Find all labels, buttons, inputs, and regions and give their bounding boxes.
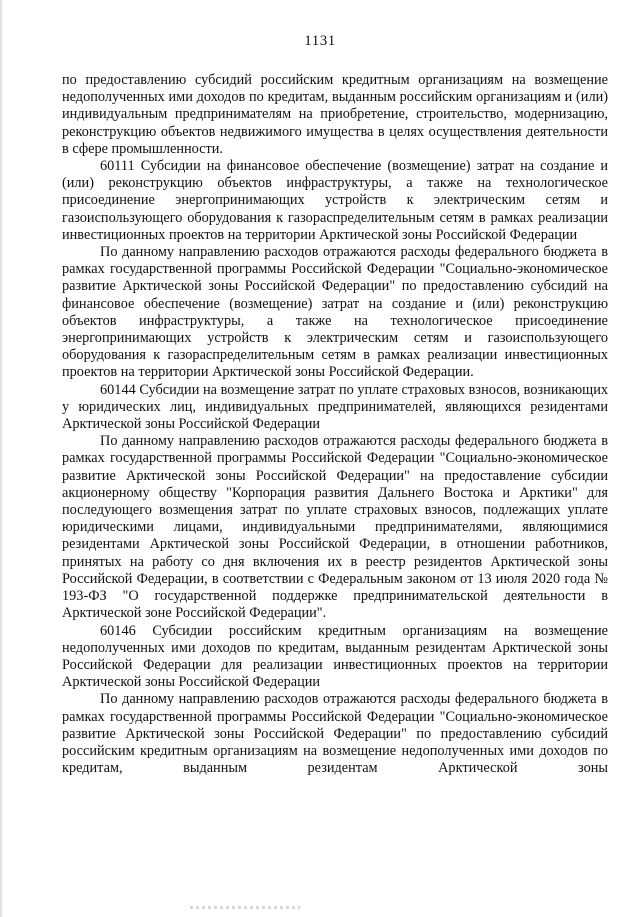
paragraph-code-60146-heading: 60146 Субсидии российским кредитным организациям на возмещение недополученных ими доходов по кредитам, выданным резидентам Арктической зоны Российской Федерации для реализации инвестиционных проектов на территории Арктической зоны Российской Федерации [62, 622, 608, 691]
page-number: 1131 [304, 33, 336, 49]
paragraph-code-60144-heading: 60144 Субсидии на возмещение затрат по уплате страховых взносов, возникающих у юридических лиц, индивидуальных предпринимателей, являющихся резидентами Арктической зоны Российской Федерации [62, 381, 608, 433]
paragraph-code-60111-heading: 60111 Субсидии на финансовое обеспечение (возмещение) затрат на создание и (или) реконструкцию объектов инфраструктуры, а также на технологическое присоединение энергопринимающих устройств к электрическим сетям и газоиспользующего оборудования к газораспределительным сетям в рамках реализации инвестиционных проектов на территории Арктической зоны Российской Федерации [62, 158, 608, 243]
paragraph-code-60146-description: По данному направлению расходов отражаются расходы федерального бюджета в рамках государственной программы Российской Федерации "Социально-экономическое развитие Арктической зоны Российской Федерации" по предоставлению субсидий российским кредитным организациям на возмещение недополученных ими доходов по кредитам, выданным резидентам Арктической зоны [62, 691, 608, 777]
scan-artifact [190, 906, 300, 909]
document-body [62, 72, 608, 777]
paragraph-code-60111-description: По данному направлению расходов отражаются расходы федерального бюджета в рамках государственной программы Российской Федерации "Социально-экономическое развитие Арктической зоны Российской Федерации" по предоставлению субсидий на финансовое обеспечение (возмещение) затрат на создание и (или) реконструкцию объектов инфраструктуры, а также на технологическое присоединение энергопринимающих устройств к электрическим сетям и газоиспользующего оборудования к газораспределительным сетям в рамках реализации инвестиционных проектов на территории Арктической зоны Российской Федерации. [62, 244, 608, 381]
scan-edge-shadow [0, 0, 3, 917]
paragraph-continuation: по предоставлению субсидий российским кредитным организациям на возмещение недополученных ими доходов по кредитам, выданным российским организациям и (или) индивидуальным предпринимателям на приобретение, строительство, модернизацию, реконструкцию объектов недвижимого имущества в целях осуществления деятельности в сфере промышленности. [62, 72, 608, 157]
paragraph-code-60144-description: По данному направлению расходов отражаются расходы федерального бюджета в рамках государственной программы Российской Федерации "Социально-экономическое развитие Арктической зоны Российской Федерации" на предоставление субсидии акционерному обществу "Корпорация развития Дальнего Востока и Арктики" для последующего возмещения затрат по уплате страховых взносов, подлежащих уплате юридическими лицами, индивидуальными предпринимателями, являющимися резидентами Арктической зоны Российской Федерации, в отношении работников, принятых на работу со дня включения их в реестр резидентов Арктической зоны Российской Федерации, в соответствии с Федеральным законом от 13 июля 2020 года № 193-ФЗ "О государственной поддержке предпринимательской деятельности в Арктической зоне Российской Федерации". [62, 433, 608, 622]
